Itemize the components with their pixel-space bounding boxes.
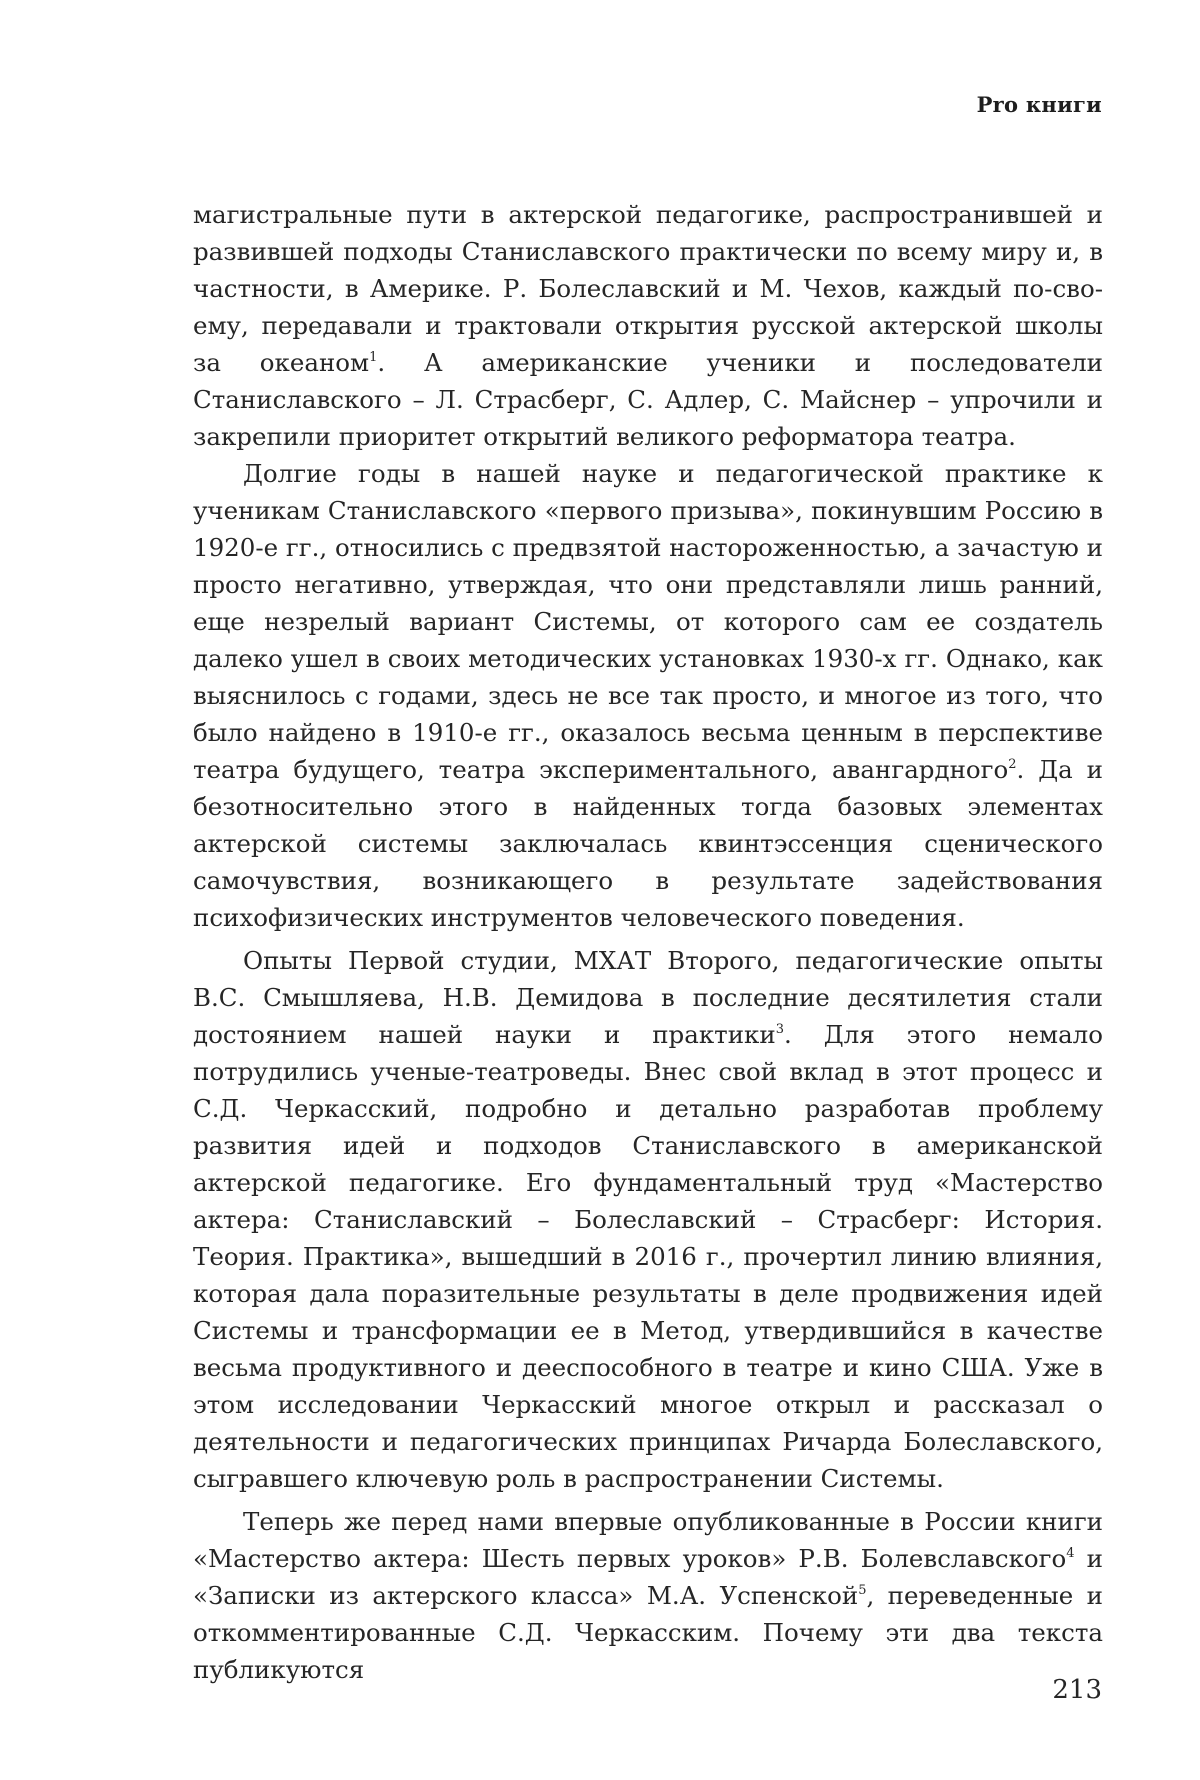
text-segment: Опыты Первой студии, МХАТ Второго, педагогические опыты В.С. Смышляева, Н.В. Демидова в последние десятилетия стали достоянием нашей науки и практики: [193, 946, 1103, 1049]
text-segment: . Для этого немало потрудились ученые-театроведы. Внес свой вклад в этот процесс и С.Д. Черкасский, подробно и детально разработав проблему развития идей и подходов Станиславского в американской актерской педагогике. Его фундаментальный труд «Мастерство актера: Станиславский – Болеславский – Страсберг: История. Теория. Практика», вышедший в 2016 г., прочертил линию влияния, которая дала поразительные результаты в деле продвижения идей Системы и трансформации ее в Метод, утвердившийся в качестве весьма продуктивного и дееспособного в театре и кино США. Уже в этом исследовании Черкасский многое открыл и рассказал о деятельности и педагогических принципах Ричарда Болеславского, сыгравшего ключевую роль в распространении Системы.: [193, 1020, 1103, 1493]
paragraph-1: [193, 196, 1103, 455]
footnote-ref-2[interactable]: 2: [1008, 757, 1017, 772]
footnote-ref-1[interactable]: 1: [369, 350, 378, 365]
footnote-ref-3[interactable]: 3: [775, 1022, 784, 1037]
paragraph-3: [193, 942, 1103, 1497]
text-segment: Теперь же перед нами впервые опубликованные в России книги «Мастерство актера: Шесть первых уроков» Р.В. Болевславского: [193, 1507, 1103, 1573]
text-segment: Долгие годы в нашей науке и педагогической практике к ученикам Станиславского «первого призыва», покинувшим Россию в 1920-е гг., относились с предвзятой настороженностью, а зачастую и просто негативно, утверждая, что они представляли лишь ранний, еще незрелый вариант Системы, от которого сам ее создатель далеко ушел в своих методических установках 1930-х гг. Однако, как выяснилось с годами, здесь не все так просто, и многое из того, что было найдено в 1910-е гг., оказалось весьма ценным в перспективе театра будущего, театра экспериментального, авангардного: [193, 459, 1103, 784]
footnote-ref-5[interactable]: 5: [858, 1583, 867, 1598]
page-number: 213: [1052, 1675, 1102, 1705]
text-segment: магистральные пути в актерской педагогике, распространившей и развившей подходы Станиславского практически по всему миру и, в частности, в Америке. Р. Болеславский и М. Чехов, каждый по-своему, передавали и трактовали открытия русской актерской школы за океаном: [193, 200, 1103, 377]
paragraph-4: [193, 1503, 1103, 1688]
text-segment: , переведенные и откомментированные С.Д. Черкасским. Почему эти два текста публикуются: [193, 1581, 1103, 1684]
footnote-ref-4[interactable]: 4: [1066, 1546, 1075, 1561]
text-segment: и «Записки из актерского класса» М.А. Успенской: [193, 1544, 1103, 1610]
text-segment: . Да и безотносительно этого в найденных тогда базовых элементах актерской системы заключалась квинтэссенция сценического самочувствия, возникающего в результате задействования психофизических инструментов человеческого поведения.: [193, 755, 1104, 932]
running-head: Pro книги: [976, 92, 1102, 117]
body-text: [193, 196, 1103, 1688]
text-segment: . А американские ученики и последователи Станиславского – Л. Страсберг, С. Адлер, С. Майснер – упрочили и закрепили приоритет открытий великого реформатора театра.: [193, 348, 1104, 451]
paragraph-2: [193, 455, 1103, 936]
